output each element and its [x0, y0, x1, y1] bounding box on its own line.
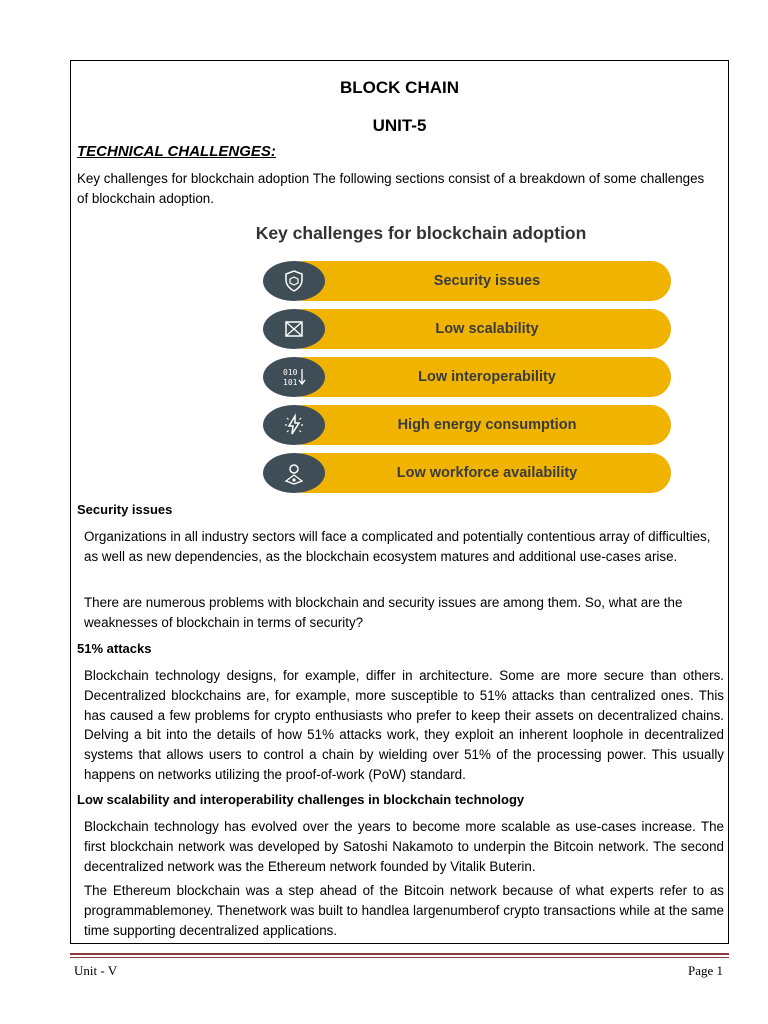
challenge-bar	[283, 357, 671, 397]
page-frame	[70, 60, 729, 944]
footer-page-number: Page 1	[687, 963, 723, 978]
security-paragraph-1: Organizations in all industry sectors will face a complicated and potentially contentious array of difficulties, as well as new dependencies, as the blockchain ecosystem matures and additional use-cases arise.	[84, 529, 711, 564]
security-paragraph-2: There are numerous problems with blockchain and security issues are among them. So, what are the weaknesses of blockchain in terms of security?	[84, 595, 683, 630]
challenge-bar	[283, 309, 671, 349]
challenge-label: Low scalability	[435, 321, 539, 337]
challenge-bar	[283, 405, 671, 445]
challenge-item	[263, 453, 671, 493]
worker-icon	[263, 453, 325, 493]
challenge-bar	[283, 453, 671, 493]
challenge-label: High energy consumption	[397, 417, 577, 433]
scalability-heading: Low scalability and interoperability challenges in blockchain technology	[77, 792, 525, 807]
challenges-infographic	[161, 221, 681, 496]
infographic-title: Key challenges for blockchain adoption	[255, 223, 587, 243]
challenge-label: Low workforce availability	[396, 465, 578, 481]
svg-text:010: 010	[283, 368, 298, 377]
section-heading: TECHNICAL CHALLENGES:	[77, 143, 276, 160]
challenge-item	[263, 261, 671, 301]
challenge-item	[263, 405, 671, 445]
footer-unit: Unit - V	[74, 963, 118, 978]
binary-icon	[263, 357, 325, 397]
attacks-heading: 51% attacks	[77, 641, 152, 656]
scalability-paragraph-1: Blockchain technology has evolved over the years to become more scalable as use-cases increase. The first blockchain network was developed by Satoshi Nakamoto to underpin the Bitcoin network. The second decentralized network was the Ethereum network founded by Vitalik Buterin.	[84, 819, 724, 874]
intro-paragraph: Key challenges for blockchain adoption The following sections consist of a breakdown of some challenges of blockchain adoption.	[77, 171, 705, 206]
unit-title: UNIT-5	[372, 116, 427, 135]
challenge-label: Security issues	[433, 273, 541, 289]
attacks-paragraph: Blockchain technology designs, for example, differ in architecture. Some are more secure than others. Decentralized blockchains are, for example, more susceptible to 51% attacks than centralized ones. This has caused a few problems for crypto enthusiasts who prefer to keep their assets on decentralized chains. Delving a bit into the details of how 51% attacks work, they exploit an inherent loophole in decentralized systems that allows users to control a chain by wielding over 51% of the processing power. This usually happens on networks utilizing the proof-of-work (PoW) standard.	[84, 668, 724, 782]
challenge-item	[263, 309, 671, 349]
challenge-label: Low interoperability	[418, 369, 556, 385]
challenge-item	[263, 357, 671, 397]
footer-rule-thin	[70, 957, 729, 958]
security-heading: Security issues	[77, 502, 173, 517]
svg-text:101: 101	[283, 378, 298, 387]
doc-title: BLOCK CHAIN	[340, 78, 459, 97]
lightning-icon	[263, 405, 325, 445]
challenge-bar	[283, 261, 671, 301]
scalability-paragraph-2: The Ethereum blockchain was a step ahead of the Bitcoin network because of what experts refer to as programmablemoney. Thenetwork was built to handlea largenumberof crypto transactions while at the same time supporting decentralized applications.	[84, 883, 724, 938]
box-icon	[263, 309, 325, 349]
shield-icon	[263, 261, 325, 301]
footer-rule	[70, 953, 729, 955]
